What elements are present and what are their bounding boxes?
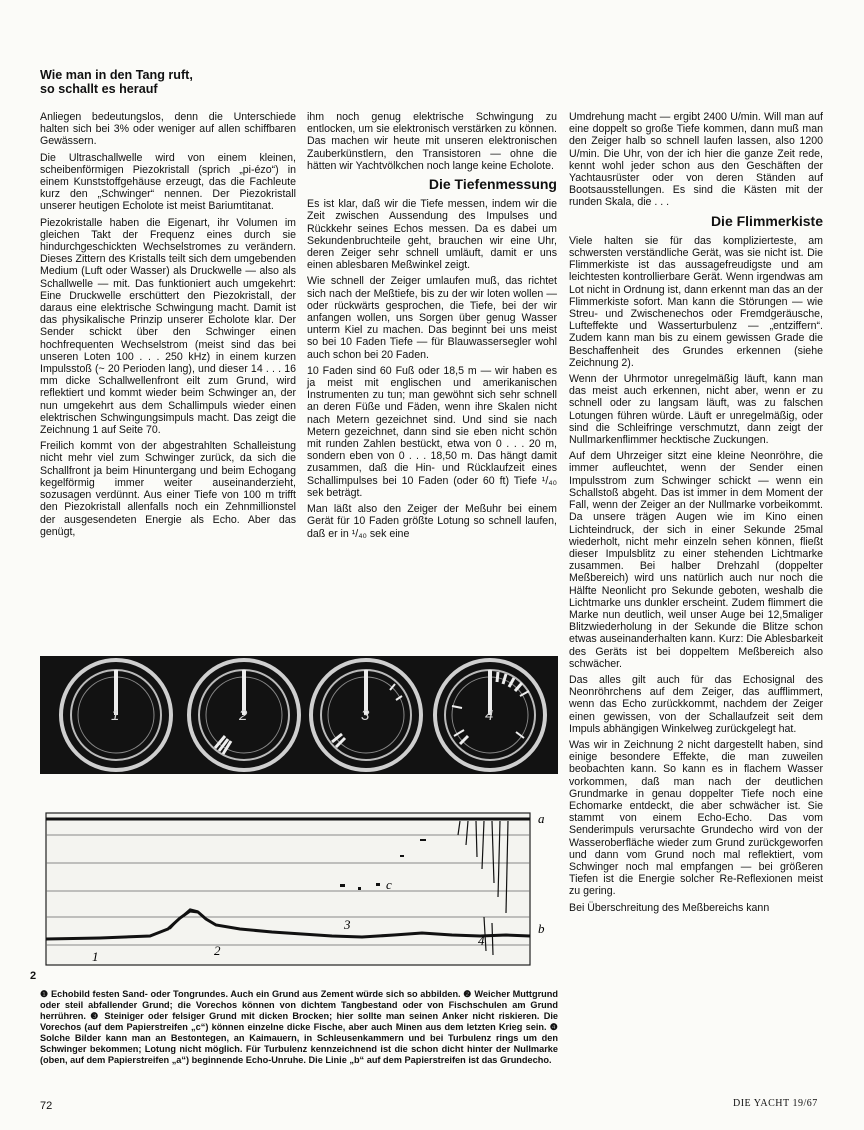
page-number: 72 <box>40 1100 53 1112</box>
paragraph: Wenn der Uhrmotor unregelmäßig läuft, kann man das meist auch erkennen, nicht aber, wenn er zu schnell oder zu langsam läuft, was zu falschen Lotungen führen würde. Läuft er unregelmäßig, oder sind die Schleifringe verschmutzt, dann zeigt der Nullmarkenflimmer hecktische Zuckungen. <box>569 373 823 447</box>
paragraph: Wie schnell der Zeiger umlaufen muß, das richtet sich nach der Meßtiefe, bis zu der wir loten wollen — oder rückwärts gesprochen, die Tiefe, bei der wir anfangen wollen, uns Sorgen über genug Wasser unterm Kiel zu machen. Das beginnt bei uns meist so bei 10 Faden Tiefe — für Blauwassersegler wohl auch schon bei 20 Faden. <box>307 275 557 361</box>
paragraph: Auf dem Uhrzeiger sitzt eine kleine Neonröhre, die immer aufleuchtet, wenn der Sender einen Impulsstrom zum Schwinger schickt — wenn ein Schallstoß abgeht. Das ist immer in dem Moment der Fall, wenn der Zeiger an der Nullmarke vorbeikommt. Da unsere trägen Augen wie im Kino einen Lichteindruck, der sich in einer Sekunde 25mal wiederholt, nicht mehr einzeln sehen können, fließt dieser Impulsblitz zu einer stehenden Lichtmarke zusammen. Bei halber Drehzahl (doppelter Meßbereich) wird uns natürlich auch nur noch die Hälfte Neonlicht pro Sekunde geboten, weshalb die Lichtmarke uns dunkler erscheint. Zudem flimmert die Marke nun deutlich, weil unser Auge bei 12,5maliger Blitzwiederholung in der Sekunde die Blitze schon etwas auseinanderhalten kann. Kurz: Die Ablesbarkeit des Geräts ist bei doppeltem Meßbereich also schwächer. <box>569 450 823 670</box>
echogram-label-a: a <box>538 811 545 826</box>
paragraph: 10 Faden sind 60 Fuß oder 18,5 m — wir haben es ja meist mit englischen und amerikanischen Instrumenten zu tun; man gewöhnt sich sehr schnell an deren Füße und Fäden, wenn ihre Skalen nicht nach Metern gezeichnet sind. Und sind sie nach Metern gezeichnet, dann sind sie eben nicht schön mit runden Zahlen bestückt, etwa von 0 . . . 20 m, sondern eben von 0 . . . 18,50 m. Das hängt damit zusammen, daß die Hin- und Rücklaufzeit eines Schallimpulses bei 10 Faden (oder 60 ft) Tiefe ¹/₄₀ sek beträgt. <box>307 364 557 499</box>
section-title-flimmerkiste: Die Flimmerkiste <box>710 212 823 229</box>
heading-line-2: so schallt es herauf <box>40 82 158 96</box>
text-column-2 <box>307 111 557 544</box>
paragraph: ihm noch genug elektrische Schwingung zu entlocken, um sie elektronisch verstärken zu können. Das machen wir heute mit unseren elektronischen Zauberkünstlern, den Transistoren — ohne die hätten wir Yachtvölkchen noch lange keine Echolote. <box>307 111 557 172</box>
text-column-3 <box>569 111 823 918</box>
dial-4 <box>435 660 545 770</box>
paragraph: Man läßt also den Zeiger der Meßuhr bei einem Gerät für 10 Faden größte Lotung so schnell laufen, daß er in ¹/₄₀ sek eine <box>307 503 557 540</box>
echogram-svg <box>40 805 560 983</box>
paragraph: Was wir in Zeichnung 2 nicht dargestellt haben, sind einige besondere Effekte, die man zuweilen beobachten kann. So kann es in flachem Wasser vorkommen, daß man nach der deutlichen Grundmarke in genau doppelter Tiefe noch eine Echomarke entdeckt, die aber schwächer ist. Sie stammt von einem Echo-Echo. Das vom Senderimpuls verursachte Grundecho wird von der Wasseroberfläche wieder zum Grund zurückgeworfen und dann vom Grund noch mal reflektiert, vom Schwinger noch mal empfangen — bei größeren Tiefen ist die Energie solcher Re-Reflexionen meist zu gering. <box>569 738 823 898</box>
echogram-figure <box>40 805 560 983</box>
paragraph: Die Ultraschallwelle wird von einem kleinen, scheibenförmigen Piezokristall (sprich „pi-ézo“) in einem Kunststoffgehäuse erzeugt, das die Fachleute kurz den „Schwinger“ nennen. Der Piezokristall unserer heutigen Echolote ist meist Bariumtitanat. <box>40 151 296 213</box>
paragraph: Freilich kommt von der abgestrahlten Schalleistung nicht mehr viel zum Schwinger zurück, da sich die Schallfront ja beim Hinuntergang und beim Echogang kegelförmig immer weiter auseinanderzieht, sozusagen verdünnt. Aus einer Tiefe von 100 m trifft den Piezokristall allenfalls noch ein Zehnmillionstel der ausgesendeten Energie als Echo. Aber das genügt, <box>40 440 296 538</box>
echogram-label-1: 1 <box>92 949 99 964</box>
paragraph: Piezokristalle haben die Eigenart, ihr Volumen im gleichen Takt der Frequenz eines durch sie hindurchgeschickten Wechselstromes zu verändern. Dieses Zittern des Kristalls teilt sich dem umgebenden Medium (Luft oder Wasser) als Druckwelle — also als Schallwelle — mit. Das funktioniert auch umgekehrt: Eine Druckwelle erschüttert den Piezokristall, der daraus eine elektrische Schwingung macht. Damit ist das physikalische Prinzip unserer Echolote klar. Der Sender schickt über den Schwinger einen hochfrequenten Wechselstrom (meist sind das bei unseren Loten 100 . . . 250 kHz) in einem kurzen Impulsstoß (~ 20 Perioden lang), und dieser 14 . . . 16 mm dicke Schallwellenfront eilt zum Grund, wird reflektiert und kommt wieder beim Schwinger an, der nun umgekehrt aus dem Schallimpuls wieder einen elektrischen Schwingungsimpuls macht. Das zeigt die Zeichnung 1 auf Seite 70. <box>40 216 296 437</box>
heading-line-1: Wie man in den Tang ruft, <box>40 68 193 82</box>
echogram-label-4: 4 <box>478 933 485 948</box>
dial-label-1: 1 <box>111 707 120 724</box>
paragraph: Es ist klar, daß wir die Tiefe messen, indem wir die Zeit zwischen Aussendung des Impulses und Rückkehr seines Echos messen. Da es dabei um Sekundenbruchteile geht, brauchen wir eine Uhr, deren Zeiger sehr schnell umläuft, damit er uns einen ablesbaren Meßwinkel zeigt. <box>307 198 557 272</box>
dial-label-4: 4 <box>485 707 494 724</box>
echogram-label-b: b <box>538 921 545 936</box>
paragraph: Anliegen bedeutungslos, denn die Unterschiede halten sich bei 3% oder weniger auf allen schiffbaren Gewässern. <box>40 111 296 148</box>
flasher-dials-figure <box>40 656 558 774</box>
dial-3 <box>311 660 421 770</box>
paragraph: Bei Überschreitung des Meßbereichs kann <box>569 901 770 914</box>
dial-2 <box>189 660 299 770</box>
echogram-label-c: c <box>386 877 392 892</box>
magazine-issue: DIE YACHT 19/67 <box>733 1098 818 1109</box>
paragraph: Das alles gilt auch für das Echosignal des Neonröhrchens auf dem Zeiger, das aufflimmert, wenn das Echo zurückkommt, nachdem der Zeiger einen gewissen, von der Schallaufzeit seit dem Impuls abhängigen Winkelweg zurückgelegt hat. <box>569 673 823 735</box>
article-heading <box>40 68 280 96</box>
figure-caption: ❶ Echobild festen Sand- oder Tongrundes. Auch ein Grund aus Zement würde sich so abbilden. ❷ Weicher Muttgrund oder steil abfallender Grund; die Vorechos können von dichtem Tangbestand oder von Fischschulen am Grund herrühren. ❸ Steiniger oder felsiger Grund mit dicken Brocken; hier sollte man seinen Anker nicht riskieren. Die Vorechos (auf dem Papierstreifen „c“) können einzelne dicke Fische, aber auch Minen aus dem letzten Krieg sein. ❹ Solche Bilder kann man an Bestontegen, an Kaimauern, in Schleusenkammern und bei Turbulenz rings um den Schwinger bekommen; Lotung nicht möglich. Für Turbulenz kennzeichnend ist die schon dicht hinter der Nullmarke (oben, auf dem Papierstreifen „a“) beginnende Echo-Unruhe. Die Linie „b“ auf dem Papierstreifen ist das Grundecho. <box>40 989 558 1065</box>
section-title-tiefenmessung: Die Tiefenmessung <box>428 176 557 193</box>
echogram-label-3: 3 <box>344 917 351 932</box>
paragraph: Umdrehung macht — ergibt 2400 U/min. Will man auf eine doppelt so große Tiefe kommen, dann muß man den Zeiger halb so schnell laufen lassen, also 1200 U/min. Die Uhr, von der ich hier die ganze Zeit rede, kennt wohl jeder schon aus den Geschäften der Yachtausrüster oder von deren Ständen auf Bootsausstellungen. Es sind die Kästen mit der runden Skala, die . . . <box>569 111 823 209</box>
flasher-dials-svg <box>40 656 558 774</box>
dial-1 <box>61 660 171 770</box>
dial-label-3: 3 <box>361 707 370 724</box>
dial-label-2: 2 <box>239 707 248 724</box>
figure-number: 2 <box>30 970 37 982</box>
paragraph: Viele halten sie für das komplizierteste, am schwersten verständliche Gerät, was sie nicht ist. Die Flimmerkiste ist das aussagefreudigste und am leichtesten kontrollierbare Gerät. Wenn irgendwas am Lot nicht in Ordnung ist, dann erkennt man das an der Flimmerkiste sofort. Man kann die Störungen — wie Streu- und Zwischenechos oder Fremdgeräusche, Lufteffekte und Wasserturbulenz — „entziffern“. Zudem kann man bis zu einem gewissen Grade die Beschaffenheit des Grundes erkennen (siehe Zeichnung 2). <box>569 234 823 369</box>
text-column-1 <box>40 111 296 542</box>
echogram-label-2: 2 <box>214 943 221 958</box>
